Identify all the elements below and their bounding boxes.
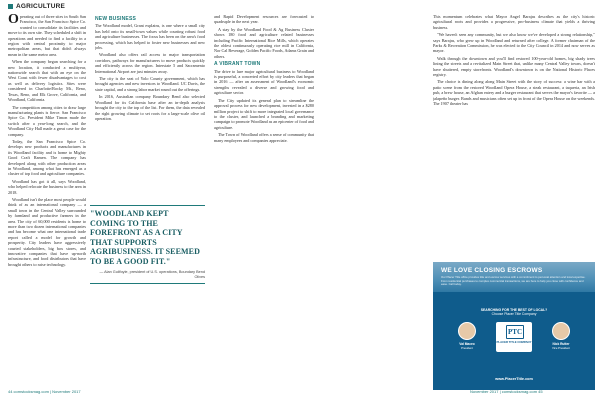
paragraph: Woodland isn't the place most people would think of as an international company — a small town in the Central Valley surrounded by farmland and productive farmers in the area. The city of 60,000 residents is home to more than two dozen international companies and has become what one international trade report called a model for growth and prosperity. City leaders have aggressively courted stakeholders, big box stores, and innovative companies that have up-north infrastructure, and food distributors that have brought others to raise technology. [8,197,86,267]
article-column-3 [214,14,314,386]
footer-left: 44 comstocksmag.com | November 2017 [8,389,81,394]
paragraph: and Rapid Development resources are forecasted to quadruple in the next year. [214,14,314,25]
ad-headline: WE LOVE CLOSING ESCROWS [441,267,543,274]
paragraph: This momentum celebrates what Mayor Angel Barajas describes as the city's historic agricultural roots and provides a progressive, pro-business climate that yields a thriving business. [433,14,595,30]
paragraph: Woodland has got it all, says Woodland, who helped relocate the business to the area in 2018. [8,178,86,195]
paragraph: Today, the San Francisco Spice Co. develops new products and manufactures in its Woodland facility and is home to Mighty Good Craft Ramen. The company has developed along with other production areas in Woodland, among what has emerged as a cluster of top food and agriculture companies. [8,138,86,177]
paragraph: The Town of Woodland offers a sense of community that many employees and companies appreciate. [214,132,314,143]
ad-banner-line-1: SEARCHING FOR THE BEST OF LOCAL? [480,308,548,312]
ad-person-2 [541,322,581,350]
article-column-2 [95,14,205,202]
pull-quote-attribution: — Alan Guilfoyle, president of U.S. operations, Boundary Bend Olives [99,270,205,279]
section-label [8,3,65,10]
avatar [552,322,570,340]
placer-title-advertisement[interactable] [433,262,595,390]
footer-right: November 2017 | comstocksmag.com 45 [470,389,543,394]
article-column-4 [433,14,595,258]
logo-mark: PTC [506,325,524,339]
ad-person-title: President [461,346,473,350]
paragraph: The competition among cities to draw large manufacturing plants is fierce. San Francisco Spice Co. President Mike Timon made the switch after a year-long search, and the Woodland City Hall made a great case for the company. [8,104,86,137]
placer-title-logo [496,322,532,352]
avatar [458,322,476,340]
logo-name: PLACER TITLE COMPANY [496,340,532,344]
ad-url-link[interactable]: www.PlacerTitle.com [495,377,533,381]
drop-cap: O [8,12,19,27]
paragraph: The Woodland model, Grant explains, is one where a small city has held onto its small-town values while courting robust food and agriculture businesses. The focus has been on the area's food processing, which has helped to foster new businesses and new jobs. [95,23,205,51]
lead-paragraph-text: perating out of three sites in South San Francisco, the San Francisco Spice Co. wanted to consolidate its facilities and move to its own site. They scheduled a shift in operations and needed to find a facility in a region with central proximity to major metropolitan areas, but that didn't always mean in the same metro area. [8,14,86,57]
section-square-icon [8,4,13,9]
ad-person-title: Vice President [552,346,570,350]
paragraph: In 2016, Australian company Boundary Bend also selected Woodland for its California base after an in-depth analysis brought the city to the top of the list. For them, the data revealed the right growing climate to set roots for a large-scale olive oil operation. [95,94,205,121]
ad-banner [441,308,587,316]
paragraph: The drive to lure major agricultural business to Woodland is purposeful, a concerted effort by city leaders that began in 2016 — after an assessment of Woodland's economic strengths revealed a diverse and growing food and agriculture sector. [214,68,314,96]
paragraph: Woodland also offers rail access to major transportation corridors, pathways for manufacturers to move products quickly and efficiently across the region. Interstate 5 and Sacramento International Airport are just minutes away. [95,52,205,74]
ad-banner-line-2: Choose Placer Title Company [491,312,537,317]
ad-body: Our Placer Title office provides title and escrow services with a commitment to personal attention and local expertise. From residential purchases to complex commercial transactions, we are here to help you close with confidence and ease. Call today. [441,275,586,287]
paragraph: When the company began searching for a new location, it conducted a multiyear, nationwide search that with an eye on the West Coast with fewer disadvantages to cost as well as delivery logistics. Sites were considered in Charlotte/Rocky Mt., Reno, Texas, Reno, and Elk Grove, California, and Woodland, California. [8,59,86,103]
ad-person-name: Val Maceo [459,342,475,346]
paragraph: "We haven't seen any community, but we also know we've developed a strong relationship," says Barajas, who grew up in Woodland and returned after college. A former chairman of the Parks & Recreation Commission, he was elected to the City Council in 2014 and now serves as mayor. [433,32,595,54]
subheading-vibrant-town: A VIBRANT TOWN [214,61,261,68]
paragraph: The city is the seat of Yolo County government, which has brought agencies and new investors to Woodland. UC Davis, the state capital, and a strong labor market round out the offerings. [95,76,205,92]
ad-person-name: Nick Rutter [552,342,570,346]
article-column-1 [8,14,86,269]
page-header [0,0,600,10]
pull-quote [90,205,205,284]
paragraph: A stay by the Woodland Food & Ag Business Cluster shows 180 food and agriculture related businesses including Pacific International Rice Mills, which operates the oldest continuously operating rice mill in California, Nor Cal Beverage, Golden Pacific Foods, Adams Grain and others. [214,26,314,59]
subheading-new-business: NEW BUSINESS [95,16,137,22]
paragraph: Walk through the downtown and you'll find restored 100-year-old homes, big shady trees lining the streets and a revitalized Main Street that, unlike many Central Valley towns, doesn't have shuttered, empty storefronts. Woodland's downtown is on the National Historic Places registry. [433,55,595,78]
paragraph: The City updated its general plan to streamline the approval process for new development, invested in a $280 million project to shift to more integrated local governance to the cluster, and launched a branding and marketing campaign to promote Woodland as an epicenter of food and agriculture. [214,97,314,130]
lead-paragraph [8,14,86,57]
ad-person-1 [447,322,487,350]
paragraph: The choice is dining along along Main Street with the story of success: a wine bar with a patio scene from the restored Woodland Opera House, a steak restaurant, a taqueria, an Irish pub, a brew house, an Afghan eatery and a burger restaurant that serves the mayor's favorite — a jalapeño burger. Bands and musicians often set up in front of the Opera House on the weekends. The 1907 theater has [433,79,595,107]
pull-quote-text: "WOODLAND KEPT COMING TO THE FOREFRONT AS A CITY THAT SUPPORTS AGRIBUSINESS. IT SEEMED TO BE A GOOD FIT." [90,209,200,266]
section-label-text: AGRICULTURE [16,3,66,10]
